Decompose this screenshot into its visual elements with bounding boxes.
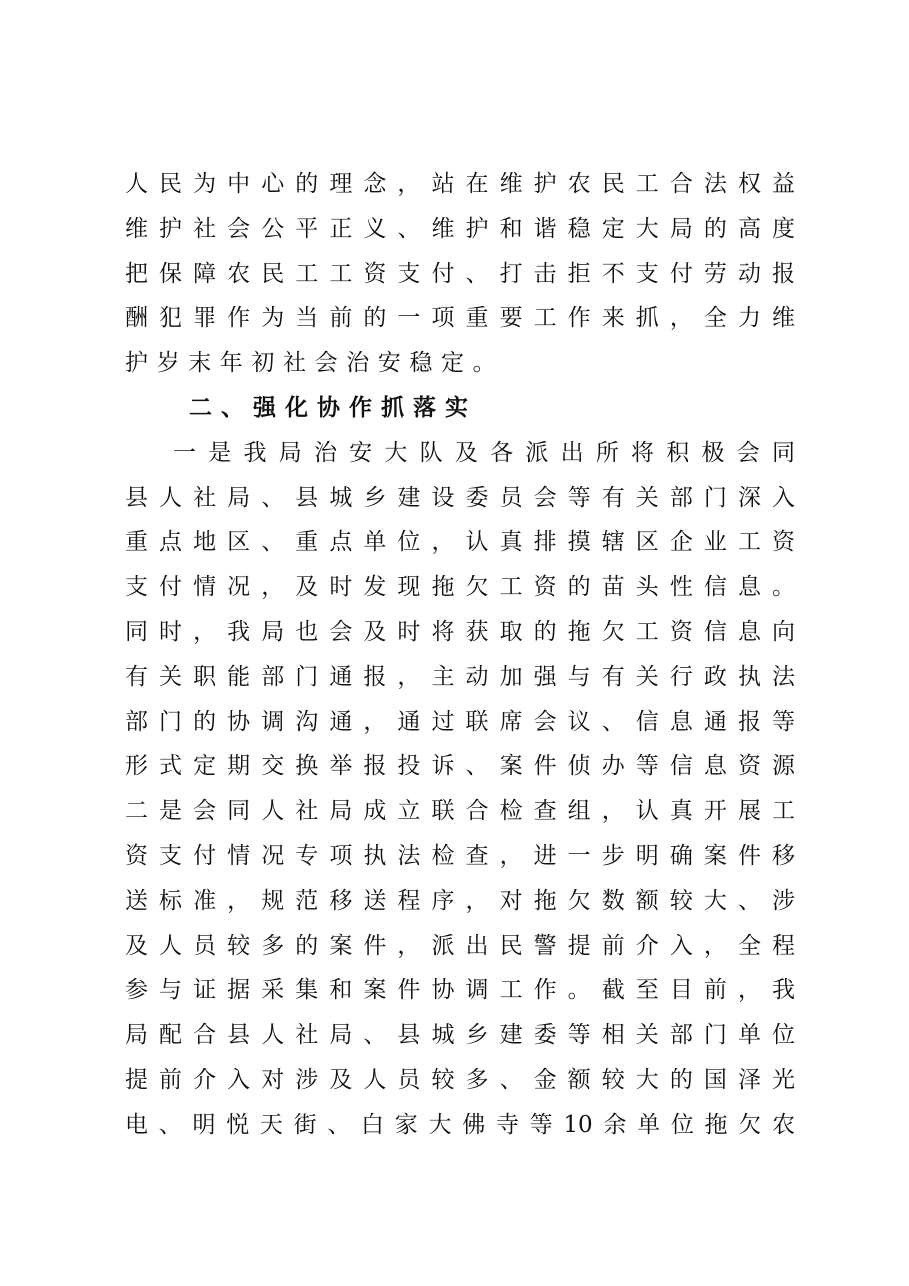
text-line: 资支付情况专项执法检查，进一步明确案件移 — [125, 842, 795, 869]
text-line: 酬犯罪作为当前的一项重要工作来抓，全力维 — [125, 305, 795, 332]
text-line: 部门的协调沟通，通过联席会议、信息通报等 — [125, 708, 795, 735]
text-line: 送标准，规范移送程序，对拖欠数额较大、涉 — [125, 887, 795, 914]
text-line: 参与证据采集和案件协调工作。截至目前，我 — [125, 977, 795, 1004]
text-line: 支付情况，及时发现拖欠工资的苗头性信息。 — [125, 574, 795, 601]
text-line: 重点地区、重点单位，认真排摸辖区企业工资 — [125, 529, 795, 556]
text-line: 局配合县人社局、县城乡建委等相关部门单位 — [125, 1022, 795, 1049]
text-line: 维护社会公平正义、维护和谐稳定大局的高度 — [125, 215, 795, 242]
text-line: 二是会同人社局成立联合检查组，认真开展工 — [125, 798, 795, 825]
text-line: 电、明悦天街、白家大佛寺等10余单位拖欠农 — [125, 1111, 795, 1138]
text-line: 及人员较多的案件，派出民警提前介入，全程 — [125, 932, 795, 959]
text-line: 人民为中心的理念，站在维护农民工合法权益 — [125, 171, 795, 197]
text-line: 有关职能部门通报，主动加强与有关行政执法 — [125, 663, 795, 690]
text-line: 县人社局、县城乡建设委员会等有关部门深入 — [125, 484, 795, 511]
text-line: 提前介入对涉及人员较多、金额较大的国泽光 — [125, 1066, 795, 1093]
text-line: 形式定期交换举报投诉、案件侦办等信息资源 — [125, 753, 795, 780]
section-heading: 二、强化协作抓落实 — [189, 393, 477, 421]
paragraph-first-line: 一是我局治安大队及各派出所将积极会同 — [173, 439, 795, 466]
text-line: 同时，我局也会及时将获取的拖欠工资信息向 — [125, 618, 795, 645]
text-line: 把保障农民工工资支付、打击拒不支付劳动报 — [125, 260, 795, 287]
paragraph-end-line: 护岁末年初社会治安稳定。 — [125, 350, 505, 377]
document-body — [125, 162, 795, 1148]
